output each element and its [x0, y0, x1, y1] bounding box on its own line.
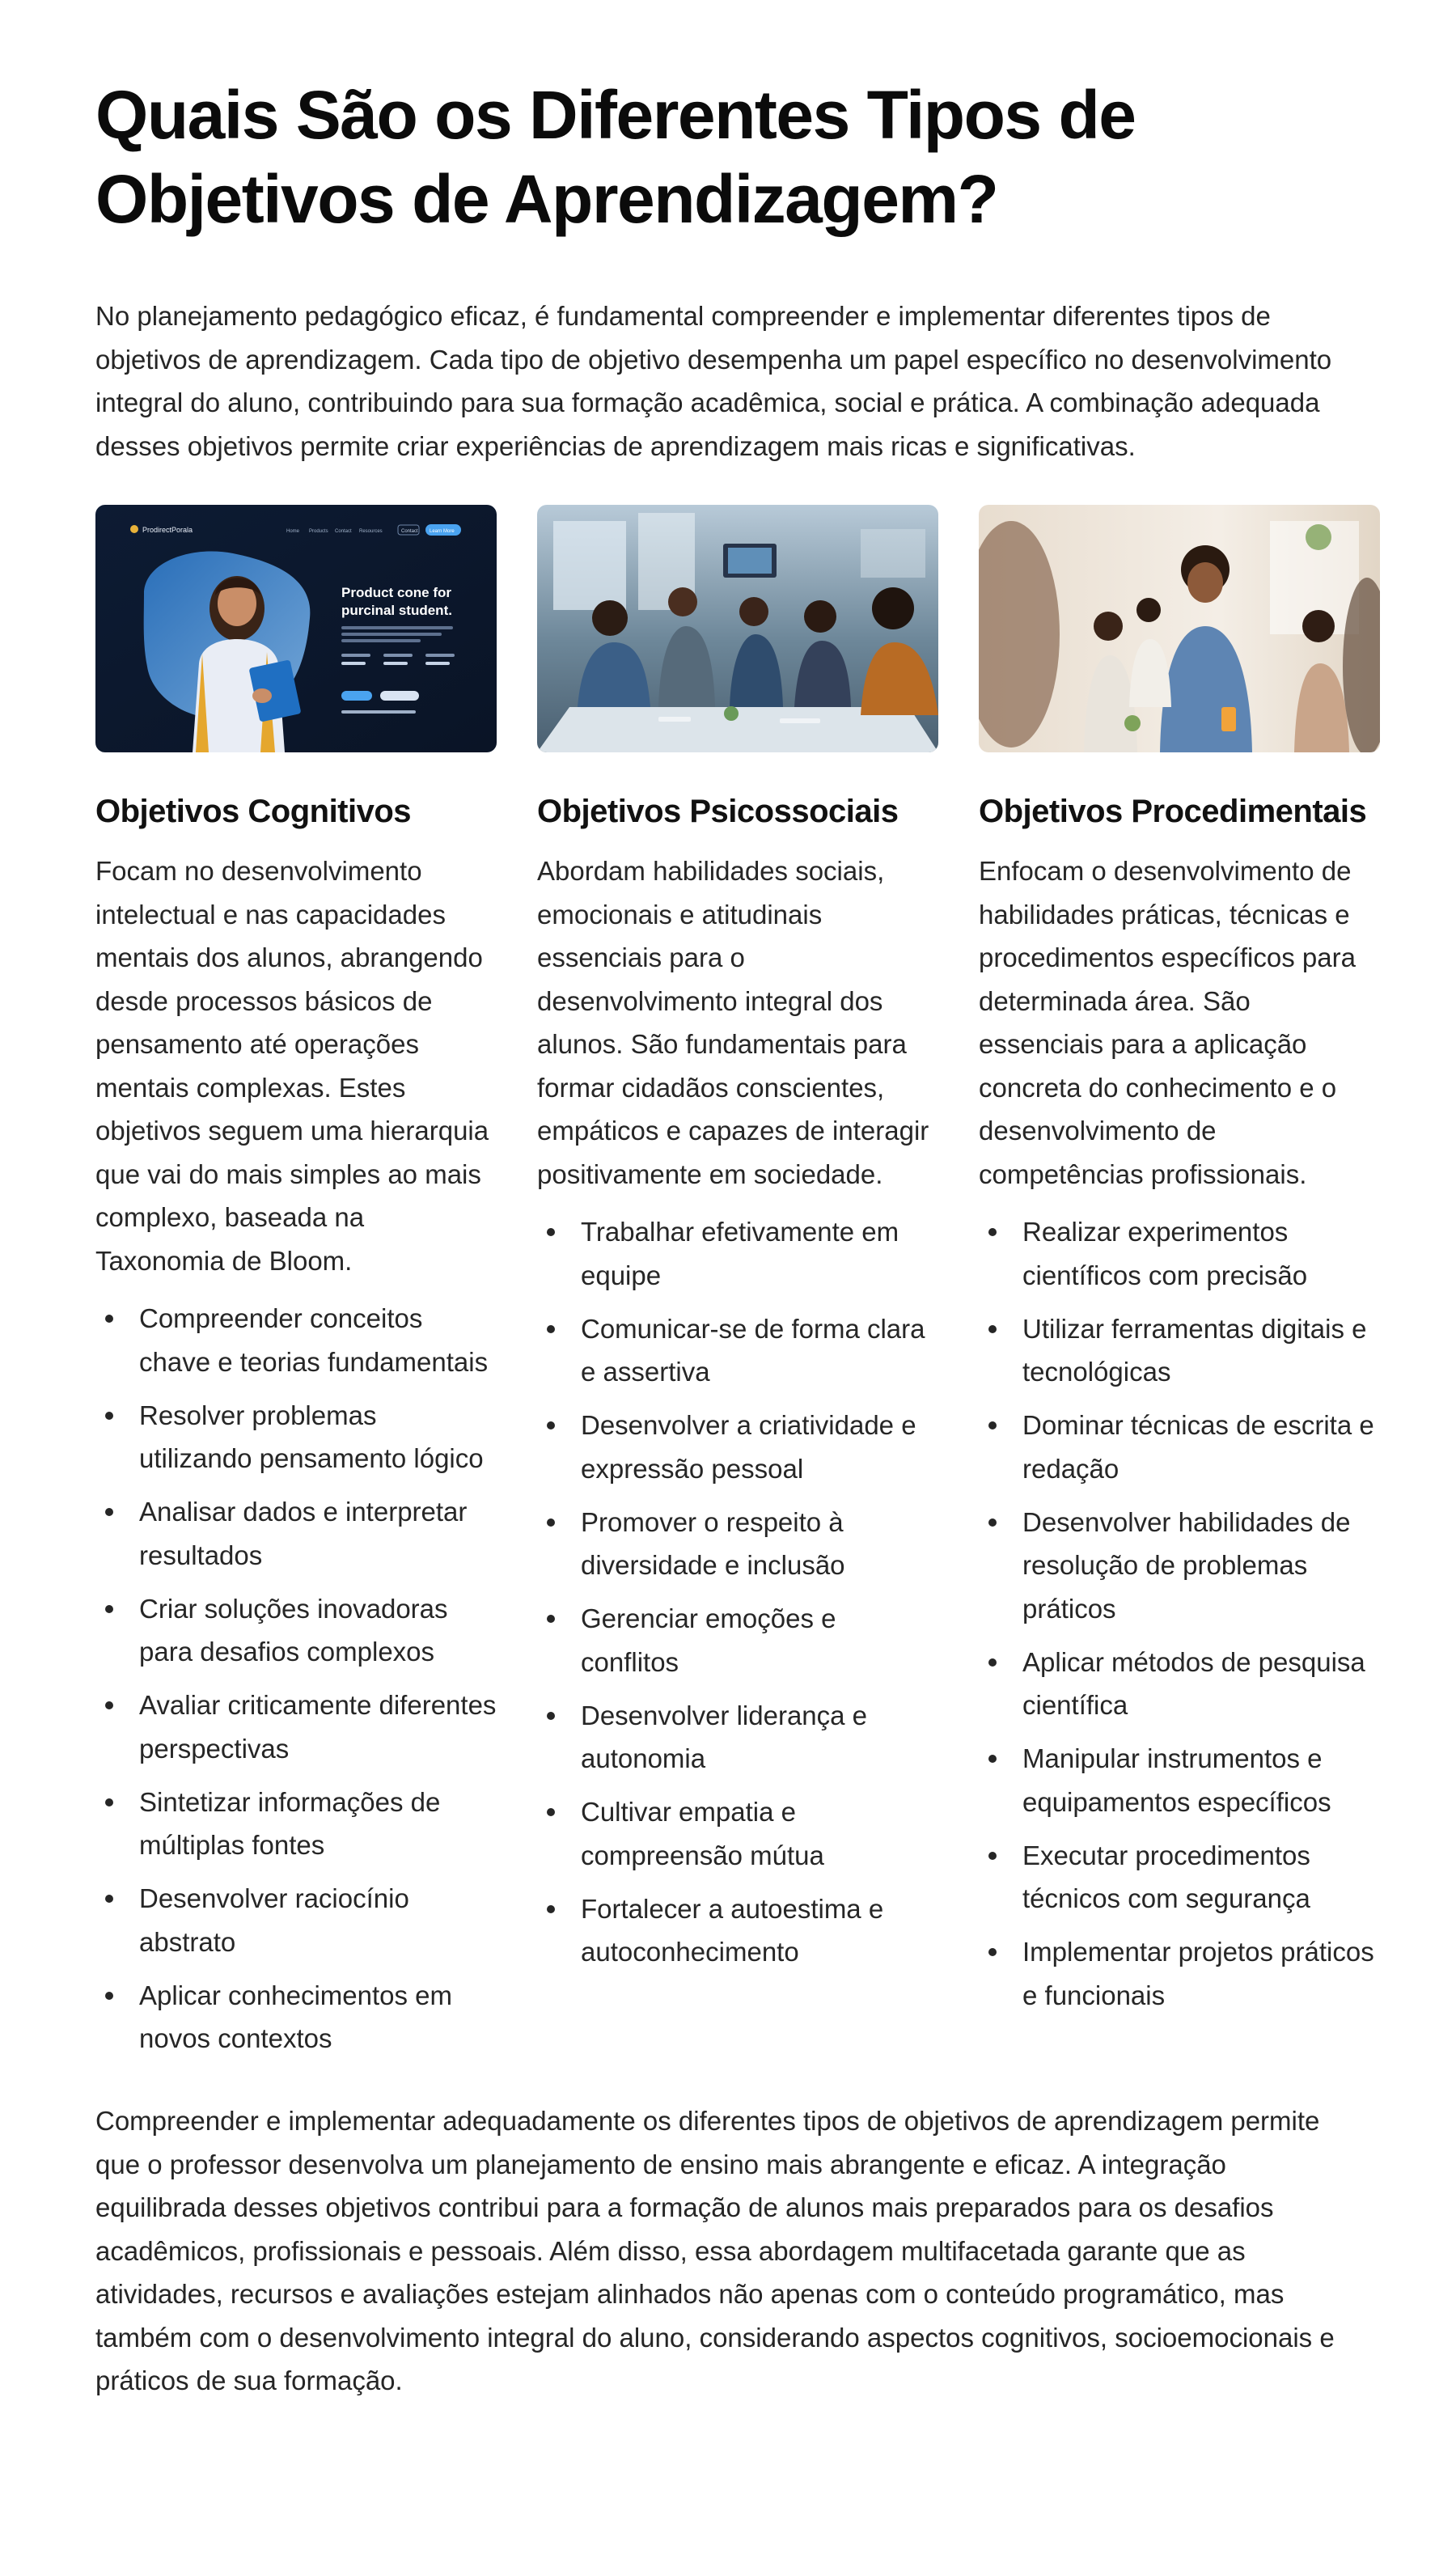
list-item: Analisar dados e interpretar resultados — [95, 1490, 497, 1577]
list-item: Desenvolver raciocínio abstrato — [95, 1877, 497, 1963]
list-item: Aplicar métodos de pesquisa científica — [979, 1641, 1380, 1727]
column-procedimentais — [979, 505, 1380, 2070]
list-item: Trabalhar efetivamente em equipe — [537, 1210, 938, 1297]
list-item: Sintetizar informações de múltiplas fontes — [95, 1781, 497, 1867]
column-description: Abordam habilidades sociais, emocionais e atitudinais essenciais para o desenvolvimento integral dos alunos. São fundamentais para formar cidadãos conscientes, empáticos e capazes de interagir positivamente em sociedade. — [537, 856, 929, 1189]
list-item: Dominar técnicas de escrita e redação — [979, 1404, 1380, 1490]
nav-item: Products — [309, 529, 328, 534]
intro-paragraph: No planejamento pedagógico eficaz, é fundamental compreender e implementar diferentes tipos de objetivos de aprendizagem. Cada tipo de objetivo desempenha um papel específico no desenvolvimento integral do aluno, contribuindo para sua formação acadêmica, social e prática. A combinação adequada desses objetivos permite criar experiências de aprendizagem mais ricas e significativas. — [95, 301, 1332, 461]
column-description: Enfocam o desenvolvimento de habilidades práticas, técnicas e procedimentos específicos para determinada área. São essenciais para a aplicação concreta do conhecimento e o desenvolvimento de competências profissionais. — [979, 856, 1356, 1189]
objective-list — [537, 1210, 938, 1974]
list-item: Compreender conceitos chave e teorias fundamentais — [95, 1297, 497, 1383]
list-item: Desenvolver habilidades de resolução de problemas práticos — [979, 1501, 1380, 1631]
list-item: Aplicar conhecimentos em novos contextos — [95, 1974, 497, 2061]
list-item: Fortalecer a autoestima e autoconhecimento — [537, 1887, 938, 1974]
list-item: Avaliar criticamente diferentes perspectivas — [95, 1684, 497, 1770]
brand-name: ProdirectPorala — [142, 526, 193, 534]
list-item: Realizar experimentos científicos com precisão — [979, 1210, 1380, 1297]
website-mockup-image — [95, 505, 497, 752]
column-heading: Objetivos Psicossociais — [537, 794, 899, 829]
contact-button-label: Contact — [401, 529, 418, 534]
page-title: Quais São os Diferentes Tipos de Objetivos de Aprendizagem? — [95, 77, 1136, 237]
objective-list — [95, 1297, 497, 2061]
list-item: Manipular instrumentos e equipamentos específicos — [979, 1737, 1380, 1823]
list-item: Criar soluções inovadoras para desafios complexos — [95, 1587, 497, 1674]
list-item: Gerenciar emoções e conflitos — [537, 1597, 938, 1684]
list-item: Executar procedimentos técnicos com segurança — [979, 1834, 1380, 1921]
list-item: Desenvolver a criatividade e expressão pessoal — [537, 1404, 938, 1490]
list-item: Cultivar empatia e compreensão mútua — [537, 1790, 938, 1877]
learn-more-label: Learn More — [430, 529, 455, 534]
column-description: Focam no desenvolvimento intelectual e nas capacidades mentais dos alunos, abrangendo desde processos básicos de pensamento até operações mentais complexas. Estes objetivos seguem uma hierarquia que vai do mais simples ao mais complexo, baseada na Taxonomia de Bloom. — [95, 856, 489, 1276]
list-item: Promover o respeito à diversidade e inclusão — [537, 1501, 938, 1587]
column-heading: Objetivos Procedimentais — [979, 794, 1367, 829]
nav-item: Home — [286, 529, 300, 534]
column-psicossociais — [537, 505, 938, 2070]
nav-item: Resources — [359, 529, 383, 534]
mockup-headline: purcinal student. — [341, 603, 452, 618]
objective-list — [979, 1210, 1380, 2017]
list-item: Desenvolver liderança e autonomia — [537, 1694, 938, 1781]
column-heading: Objetivos Cognitivos — [95, 794, 412, 829]
mockup-headline: Product cone for — [341, 585, 452, 600]
objective-columns — [95, 505, 1374, 2070]
list-item: Implementar projetos práticos e funcionais — [979, 1930, 1380, 2017]
team-meeting-photo — [537, 505, 938, 752]
group-discussion-photo — [979, 505, 1380, 752]
list-item: Comunicar-se de forma clara e assertiva — [537, 1307, 938, 1394]
nav-item: Contact — [335, 529, 352, 534]
list-item: Resolver problemas utilizando pensamento lógico — [95, 1394, 497, 1480]
list-item: Utilizar ferramentas digitais e tecnológicas — [979, 1307, 1380, 1394]
outro-paragraph: Compreender e implementar adequadamente os diferentes tipos de objetivos de aprendizagem permite que o professor desenvolva um planejamento de ensino mais abrangente e eficaz. A integração equilibrada desses objetivos contribui para a formação de alunos mais preparados para os desafios acadêmicos, profissionais e pessoais. Além disso, essa abordagem multifacetada garante que as atividades, recursos e avaliações estejam alinhados não apenas com o conteúdo programático, mas também com o desenvolvimento integral do aluno, considerando aspectos cognitivos, socioemocionais e práticos de sua formação. — [95, 2106, 1335, 2395]
column-cognitivos — [95, 505, 497, 2070]
